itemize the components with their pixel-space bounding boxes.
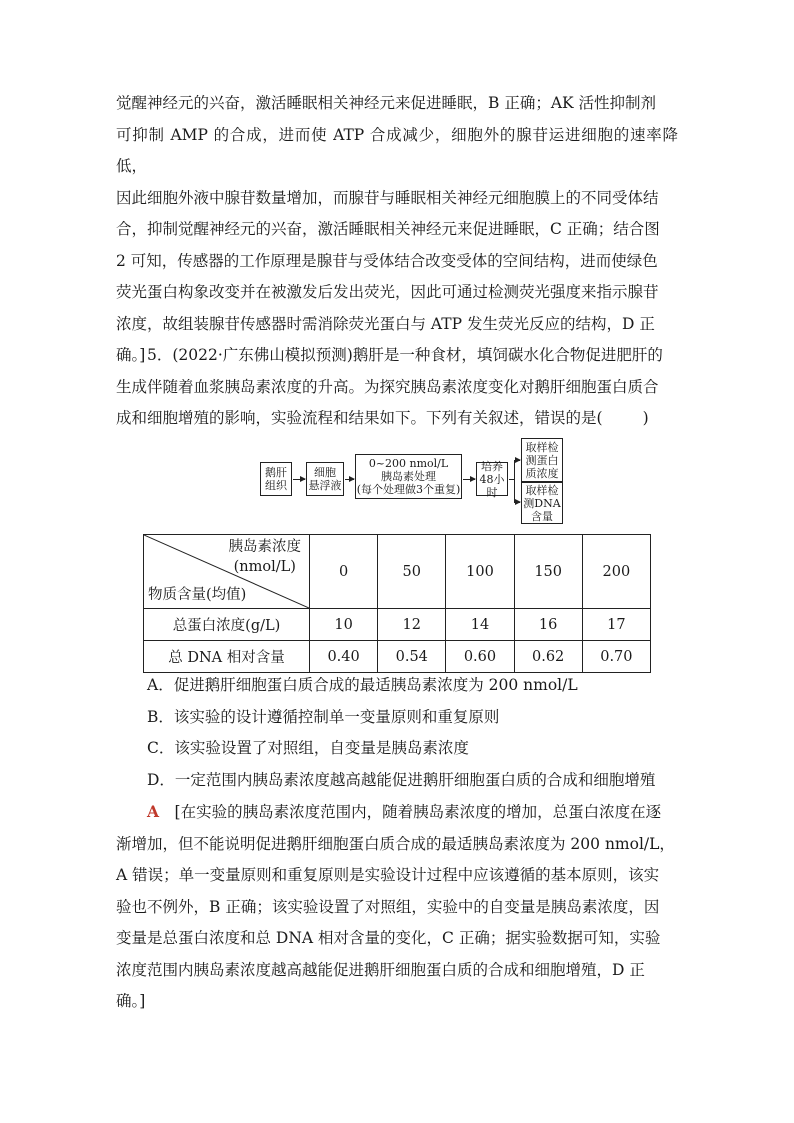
table-cell: 0.60	[446, 641, 514, 673]
answer-options	[116, 670, 678, 796]
column-header: 50	[378, 535, 446, 609]
text-line: A 错误；单一变量原则和重复原则是实验设计过程中应该遵循的基本原则，该实	[116, 866, 660, 884]
table-cell: 0.54	[378, 641, 446, 673]
flow-arrow	[514, 460, 520, 461]
column-header: 150	[514, 535, 582, 609]
table-row	[144, 609, 651, 641]
flow-arrow	[345, 479, 354, 480]
text-line: 荧光蛋白构象改变并在被激发后发出荧光，因此可通过检测荧光强度来指示腺苷	[116, 283, 659, 301]
explanation-paragraph	[116, 88, 678, 372]
text-line	[116, 403, 678, 435]
text-line: 浓度，故组装腺苷传感器时需消除荧光蛋白与 ATP 发生荧光反应的结构，D 正	[116, 314, 655, 333]
flow-box-cell-suspension: 细胞 悬浮液	[306, 462, 344, 496]
text-line: 渐增加，但不能说明促进鹅肝细胞蛋白质合成的最适胰岛素浓度为 200 nmol/L，	[116, 834, 675, 853]
flow-arrow	[514, 502, 520, 503]
table-cell: 17	[582, 609, 650, 641]
table-cell: 0.70	[582, 641, 650, 673]
text-line: 确。]	[116, 992, 146, 1010]
table-row	[144, 641, 651, 673]
table-cell: 12	[378, 609, 446, 641]
text-line: 生成伴随着血浆胰岛素浓度的升高。为探究胰岛素浓度变化对鹅肝细胞蛋白质合	[116, 377, 659, 396]
text-line: 可抑制 AMP 的合成，进而使 ATP 合成减少，细胞外的腺苷运进细胞的速率降低，	[116, 125, 678, 175]
question-stem	[116, 340, 678, 435]
text-line: 觉醒神经元的兴奋，激活睡眠相关神经元来促进睡眠，B 正确；AK 活性抑制剂	[116, 94, 657, 112]
text-line: 浓度范围内胰岛素浓度越高越能促进鹅肝细胞蛋白质的合成和细胞增殖，D 正	[116, 960, 645, 979]
table-cell: 0.62	[514, 641, 582, 673]
option-a: A．促进鹅肝细胞蛋白质合成的最适胰岛素浓度为 200 nmol/L	[147, 676, 578, 694]
option-c: C．该实验设置了对照组，自变量是胰岛素浓度	[147, 739, 469, 757]
question-text: 成和细胞增殖的影响，实验流程和结果如下。下列有关叙述，错误的是(	[116, 409, 603, 427]
table-cell: 10	[310, 609, 378, 641]
text-line: 2 可知，传感器的工作原理是腺苷与受体结合改变受体的空间结构，进而使绿色	[116, 251, 658, 270]
text-line: 因此细胞外液中腺苷数量增加，而腺苷与睡眠相关神经元细胞膜上的不同受体结	[116, 188, 659, 207]
option-d: D．一定范围内胰岛素浓度越高越能促进鹅肝细胞蛋白质的合成和细胞增殖	[147, 770, 656, 789]
table-header-diagonal-cell	[144, 535, 310, 609]
header-substance: 物质含量(均值)	[148, 587, 247, 603]
text-line: 合，抑制觉醒神经元的兴奋，激活睡眠相关神经元来促进睡眠，C 正确；结合图	[116, 220, 660, 238]
text-line: 确。]	[116, 346, 146, 364]
answer-bracket-close: )	[642, 409, 649, 427]
table-cell: 16	[514, 609, 582, 641]
flow-box-insulin-treatment: 0~200 nmol/L 胰岛素处理 (每个处理做3个重复)	[355, 454, 462, 499]
row-label: 总蛋白浓度(g/L)	[144, 609, 310, 641]
table-cell: 14	[446, 609, 514, 641]
column-header: 100	[446, 535, 514, 609]
header-unit: (nmol/L)	[233, 559, 296, 575]
flow-box-liver-tissue: 鹅肝 组织	[260, 462, 292, 496]
answer-letter: A	[147, 802, 160, 821]
text-line: 验也不例外，B 正确；该实验设置了对照组，实验中的自变量是胰岛素浓度，因	[116, 897, 660, 916]
flow-arrow	[293, 479, 305, 480]
text-line: 变量是总蛋白浓度和总 DNA 相对含量的变化，C 正确；据实验数据可知，实验	[116, 929, 661, 947]
text-line: [在实验的胰岛素浓度范围内，随着胰岛素浓度的增加，总蛋白浓度在逐	[174, 803, 662, 821]
column-header: 0	[310, 535, 378, 609]
column-header: 200	[582, 535, 650, 609]
option-b: B．该实验的设计遵循控制单一变量原则和重复原则	[147, 707, 500, 726]
flow-box-protein-test: 取样检 测蛋白 质浓度	[521, 438, 563, 482]
flow-arrow	[463, 479, 475, 480]
flow-box-culture: 培养 48小时	[476, 462, 508, 496]
header-concentration: 胰岛素浓度	[228, 539, 301, 555]
answer-explanation	[116, 796, 678, 1018]
row-label: 总 DNA 相对含量	[144, 641, 310, 673]
table-cell: 0.40	[310, 641, 378, 673]
flow-box-dna-test: 取样检 测DNA 含量	[521, 482, 563, 524]
results-table	[143, 534, 651, 673]
text-line: 5．(2022·广东佛山模拟预测)鹅肝是一种食材，填饲碳水化合物促进肥肝的	[147, 346, 663, 364]
